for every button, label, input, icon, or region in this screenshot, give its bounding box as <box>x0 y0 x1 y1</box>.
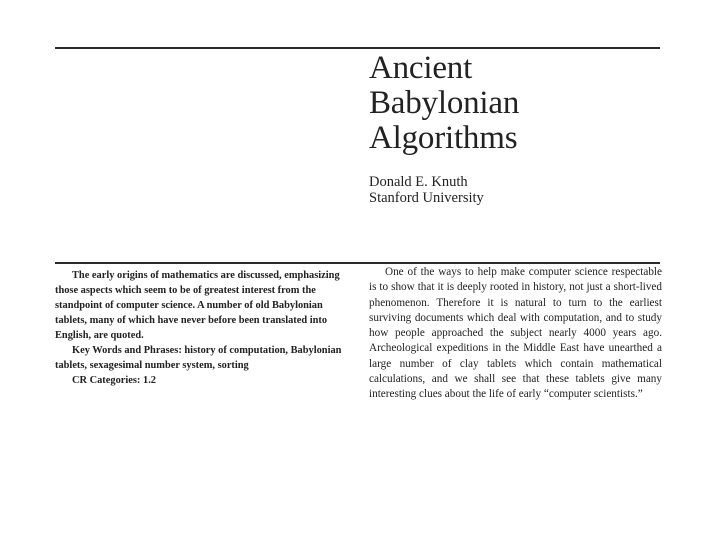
top-rule <box>55 47 660 49</box>
abstract <box>55 268 350 388</box>
intro-paragraph: One of the ways to help make computer science respectable is to show that it is deeply rooted in history, not just a short-lived phenomenon. Therefore it is natural to turn to the earliest surviving documents which deal with computation, and to study how people approached the subject nearly 4000 years ago. Archeological expeditions in the Middle East have unearthed a large number of clay tablets which contain mathematical calculations, and we shall see that these tablets give many interesting clues about the life of early “computer scientists.” <box>369 266 662 401</box>
keywords-label: Key Words and Phrases: <box>72 345 182 356</box>
keywords-text: history of computation, Babylonian tablets, sexagesimal number system, sorting <box>55 345 342 371</box>
keywords-line <box>55 343 350 373</box>
author-name: Donald E. Knuth <box>369 174 468 190</box>
title-line-3: Algorithms <box>369 120 518 156</box>
introduction <box>369 265 662 403</box>
article-title <box>369 51 519 156</box>
title-line-2: Babylonian <box>369 85 520 121</box>
categories-line <box>55 373 350 388</box>
categories-text: 1.2 <box>143 375 156 386</box>
section-rule <box>55 262 660 264</box>
author-affiliation: Stanford University <box>369 190 484 206</box>
title-line-1: Ancient <box>369 50 473 86</box>
categories-label: CR Categories: <box>72 375 141 386</box>
abstract-text: The early origins of mathematics are discussed, emphasizing those aspects which seem to be of greatest interest from the standpoint of computer science. A number of old Babylonian tablets, many of which have never before been translated into English, are quoted. <box>55 270 340 341</box>
byline <box>369 174 484 206</box>
